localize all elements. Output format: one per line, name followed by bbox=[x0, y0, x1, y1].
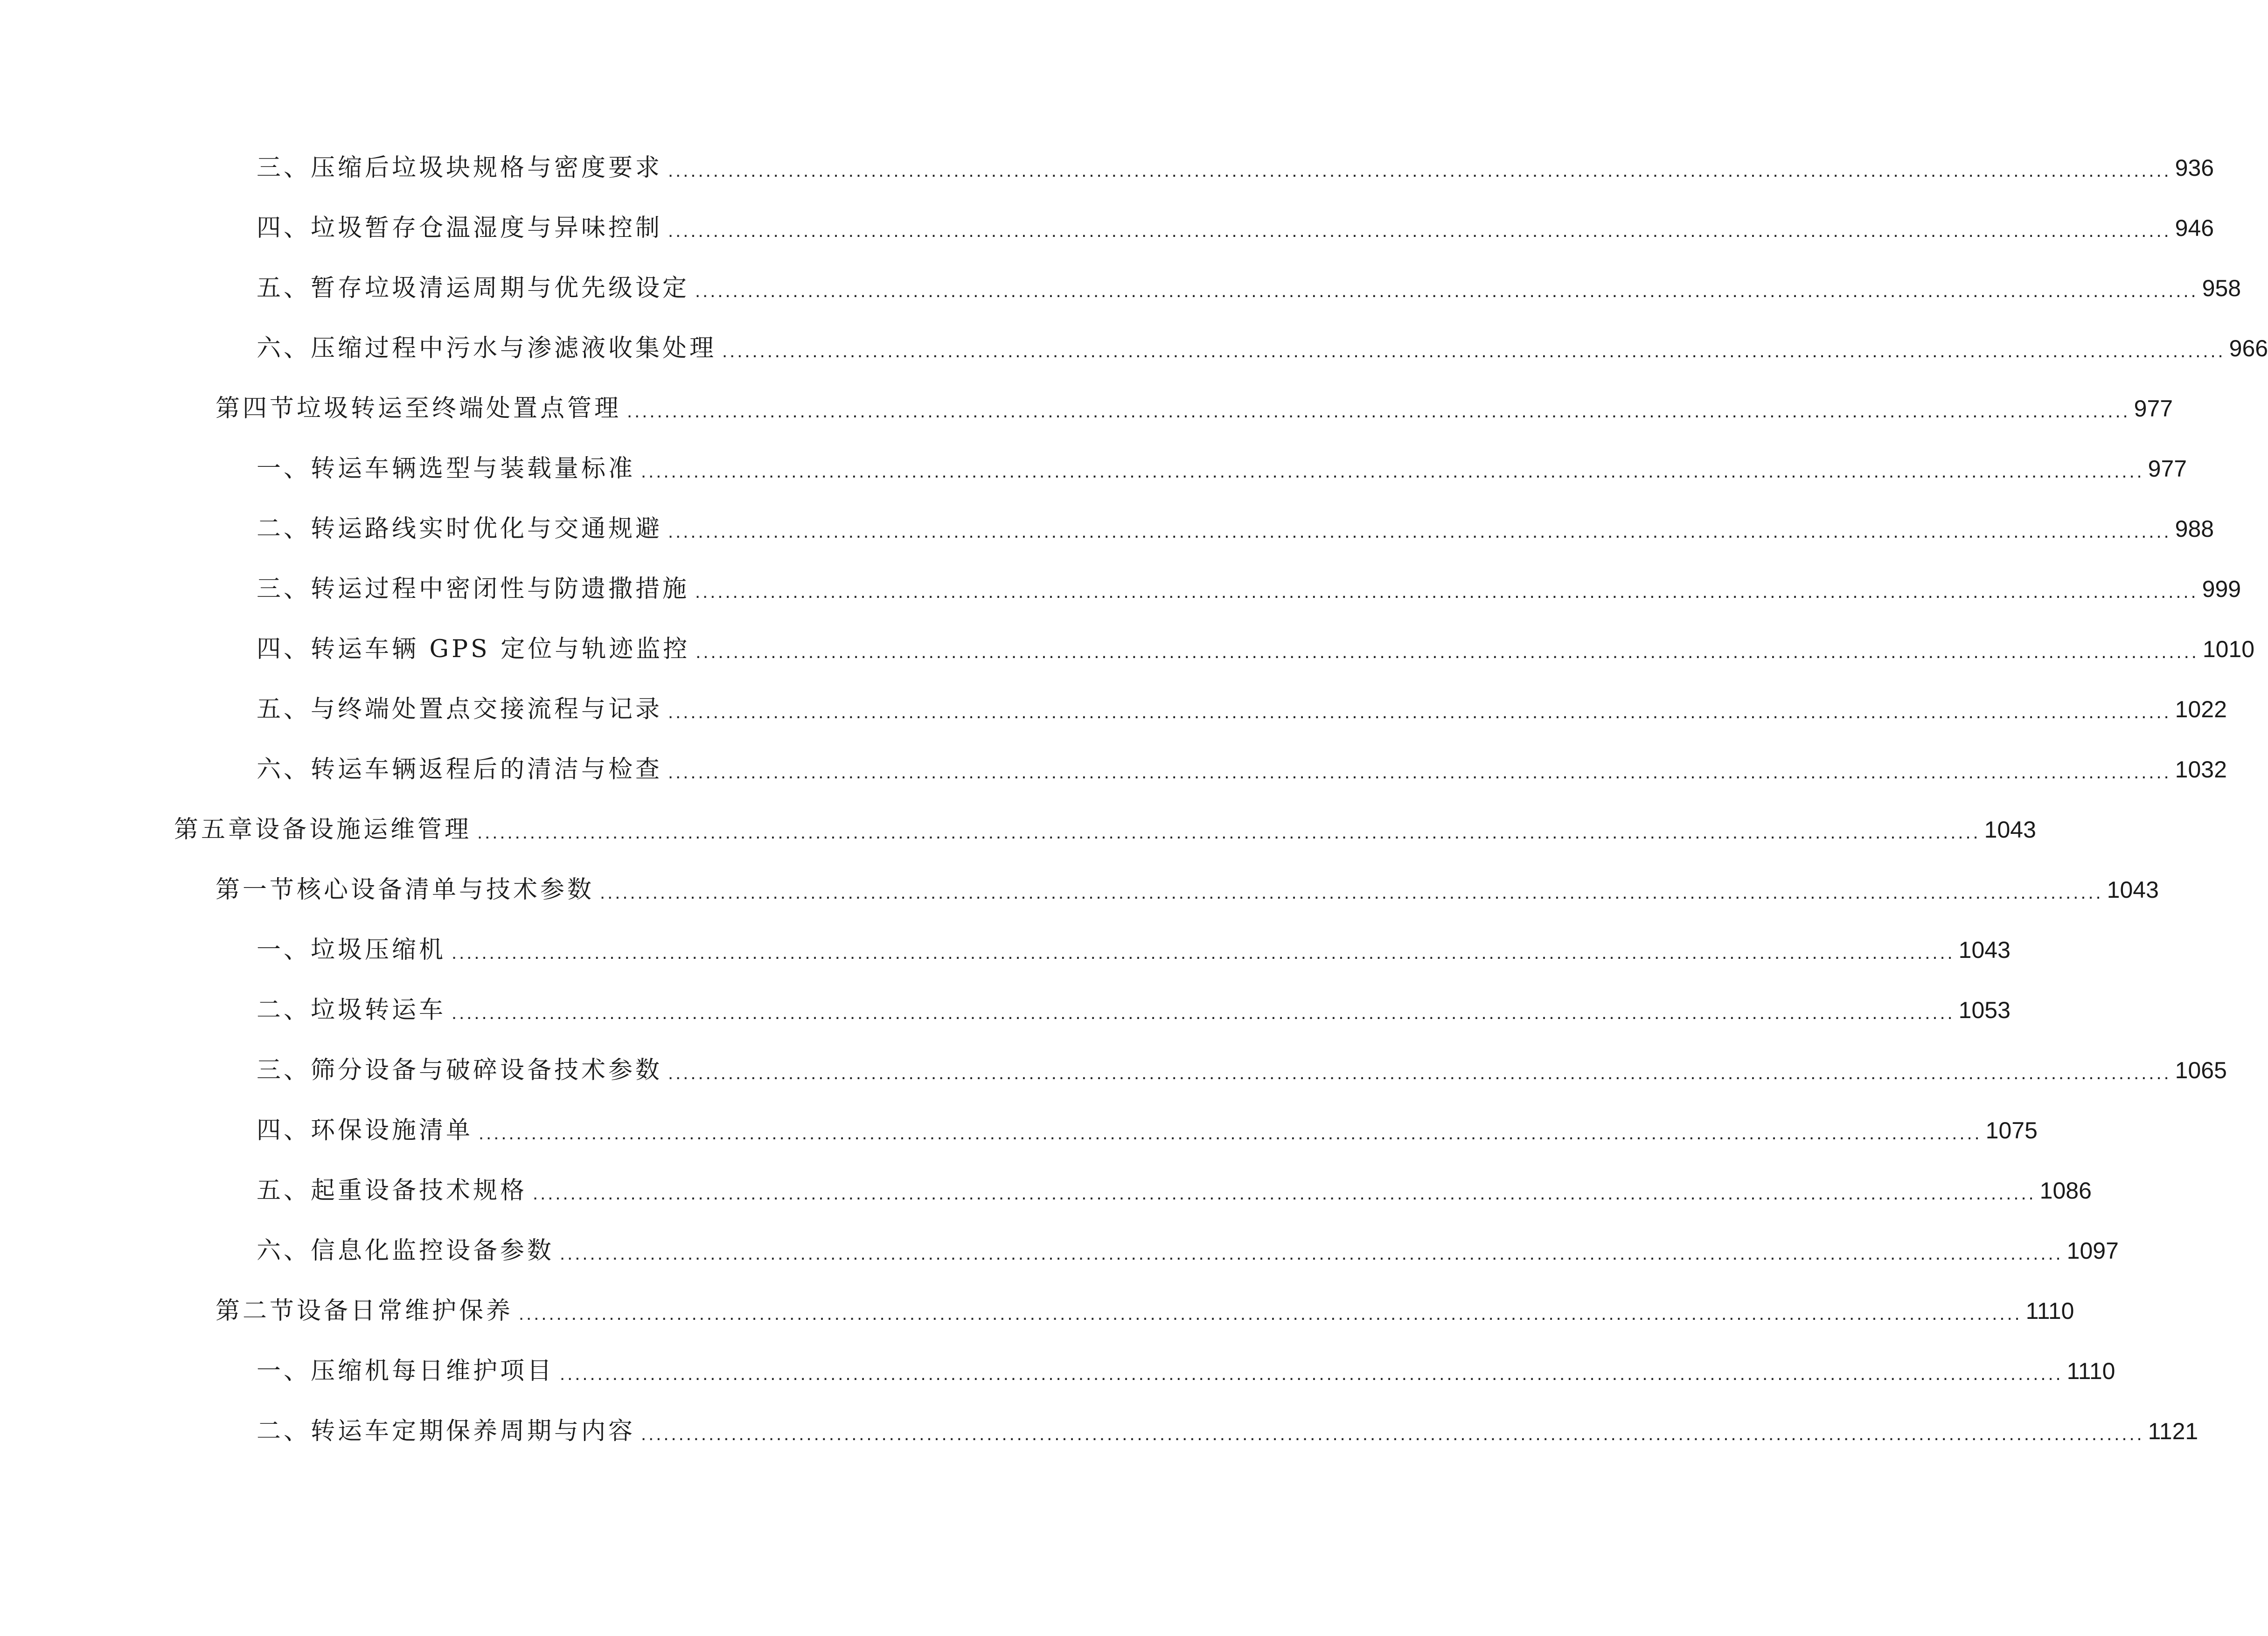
toc-entry-page: 1086 bbox=[2039, 1178, 2092, 1204]
toc-entry-page: 1065 bbox=[2175, 1057, 2227, 1083]
toc-entry[interactable] bbox=[257, 1232, 2119, 1269]
toc-entry[interactable] bbox=[216, 871, 2159, 908]
toc-entry[interactable] bbox=[257, 631, 2255, 668]
toc-entry[interactable] bbox=[257, 510, 2214, 548]
toc-entry[interactable] bbox=[257, 570, 2241, 608]
toc-entry-page: 1110 bbox=[2066, 1358, 2115, 1384]
toc-entry-title: 三、压缩后垃圾块规格与密度要求 bbox=[257, 154, 663, 182]
toc-entry-title: 二、垃圾转运车 bbox=[257, 996, 446, 1024]
toc-entry-page: 988 bbox=[2175, 516, 2214, 542]
toc-entry-page: 1043 bbox=[2107, 877, 2159, 903]
toc-entry[interactable] bbox=[257, 931, 2011, 969]
toc-entry-title: 四、环保设施清单 bbox=[257, 1116, 473, 1144]
toc-entry[interactable] bbox=[257, 209, 2214, 247]
toc-entry-title: 四、转运车辆 GPS 定位与轨迹监控 bbox=[257, 635, 690, 663]
toc-entry-page: 1022 bbox=[2175, 696, 2227, 722]
toc-leader-dots: ........................................................................................................................................................................................................ bbox=[668, 160, 2171, 181]
toc-entry-title: 五、起重设备技术规格 bbox=[257, 1177, 528, 1205]
toc-leader-dots: ........................................................................................................................................................................................................ bbox=[477, 822, 1981, 843]
toc-leader-dots: ........................................................................................................................................................................................................ bbox=[695, 582, 2198, 602]
toc-entry-title: 二、转运车定期保养周期与内容 bbox=[257, 1417, 636, 1445]
toc-entry-title: 六、压缩过程中污水与渗滤液收集处理 bbox=[257, 334, 717, 362]
toc-entry[interactable] bbox=[257, 270, 2241, 307]
toc-entry-title: 三、筛分设备与破碎设备技术参数 bbox=[257, 1056, 663, 1084]
toc-leader-dots: ........................................................................................................................................................................................................ bbox=[722, 341, 2226, 361]
toc-entry[interactable] bbox=[257, 1413, 2198, 1450]
toc-leader-dots: ........................................................................................................................................................................................................ bbox=[668, 762, 2171, 783]
toc-entry-title: 第二节设备日常维护保养 bbox=[216, 1297, 514, 1325]
toc-entry-title: 第五章设备设施运维管理 bbox=[174, 816, 472, 844]
toc-entry[interactable] bbox=[257, 691, 2227, 728]
toc-entry-title: 五、暂存垃圾清运周期与优先级设定 bbox=[257, 274, 690, 302]
toc-entry[interactable] bbox=[174, 811, 2036, 848]
toc-entry-page: 1043 bbox=[1958, 937, 2011, 963]
toc-leader-dots: ........................................................................................................................................................................................................ bbox=[696, 642, 2199, 662]
toc-leader-dots: ........................................................................................................................................................................................................ bbox=[533, 1183, 2036, 1204]
toc-leader-dots: ........................................................................................................................................................................................................ bbox=[668, 521, 2171, 542]
toc-entry-page: 977 bbox=[2148, 456, 2187, 482]
toc-entry[interactable] bbox=[257, 450, 2187, 487]
toc-entry-page: 958 bbox=[2202, 275, 2241, 301]
toc-leader-dots: ........................................................................................................................................................................................................ bbox=[695, 281, 2198, 301]
toc-entry-title: 一、垃圾压缩机 bbox=[257, 936, 446, 964]
toc-entry[interactable] bbox=[257, 149, 2214, 187]
toc-leader-dots: ........................................................................................................................................................................................................ bbox=[560, 1243, 2063, 1264]
toc-entry-page: 1110 bbox=[2025, 1298, 2074, 1324]
toc-entry-title: 一、转运车辆选型与装载量标准 bbox=[257, 455, 636, 483]
toc-leader-dots: ........................................................................................................................................................................................................ bbox=[641, 1424, 2144, 1444]
toc-entry[interactable] bbox=[257, 1052, 2227, 1089]
toc-entry-title: 六、信息化监控设备参数 bbox=[257, 1237, 555, 1265]
toc-entry-title: 第一节核心设备清单与技术参数 bbox=[216, 876, 595, 904]
toc-entry-page: 1097 bbox=[2066, 1238, 2119, 1264]
toc-leader-dots: ........................................................................................................................................................................................................ bbox=[560, 1364, 2063, 1384]
toc-entry-title: 五、与终端处置点交接流程与记录 bbox=[257, 695, 663, 723]
toc-entry-title: 六、转运车辆返程后的清洁与检查 bbox=[257, 756, 663, 783]
toc-entry[interactable] bbox=[257, 1352, 2115, 1390]
toc-leader-dots: ........................................................................................................................................................................................................ bbox=[627, 401, 2130, 422]
toc-leader-dots: ........................................................................................................................................................................................................ bbox=[668, 221, 2171, 241]
toc-leader-dots: ........................................................................................................................................................................................................ bbox=[668, 702, 2171, 722]
toc-entry[interactable] bbox=[257, 751, 2227, 788]
toc-entry[interactable] bbox=[216, 390, 2173, 427]
toc-entry[interactable] bbox=[216, 1292, 2074, 1330]
toc-leader-dots: ........................................................................................................................................................................................................ bbox=[479, 1123, 1982, 1144]
toc-entry[interactable] bbox=[257, 1172, 2092, 1209]
toc-leader-dots: ........................................................................................................................................................................................................ bbox=[452, 943, 1955, 963]
toc-entry-page: 946 bbox=[2175, 215, 2214, 241]
toc-entry-page: 1032 bbox=[2175, 756, 2227, 783]
toc-entry-page: 936 bbox=[2175, 155, 2214, 181]
toc-entry[interactable] bbox=[257, 991, 2011, 1029]
toc-leader-dots: ........................................................................................................................................................................................................ bbox=[600, 882, 2103, 903]
toc-entry[interactable] bbox=[257, 1112, 2038, 1149]
toc-entry-page: 999 bbox=[2202, 576, 2241, 602]
toc-leader-dots: ........................................................................................................................................................................................................ bbox=[519, 1303, 2022, 1324]
toc-entry-title: 第四节垃圾转运至终端处置点管理 bbox=[216, 395, 622, 423]
toc-leader-dots: ........................................................................................................................................................................................................ bbox=[668, 1063, 2171, 1083]
toc-entry-title: 四、垃圾暂存仓温湿度与异味控制 bbox=[257, 214, 663, 242]
toc-entry-page: 1075 bbox=[1985, 1117, 2038, 1144]
toc-entry-title: 二、转运路线实时优化与交通规避 bbox=[257, 515, 663, 543]
toc-entry-page: 1053 bbox=[1958, 997, 2011, 1023]
toc-entry-title: 一、压缩机每日维护项目 bbox=[257, 1357, 555, 1385]
toc-entry-page: 1010 bbox=[2202, 636, 2255, 662]
toc-entry-page: 966 bbox=[2229, 335, 2268, 361]
toc-leader-dots: ........................................................................................................................................................................................................ bbox=[641, 461, 2144, 482]
toc-entry-page: 977 bbox=[2134, 395, 2173, 422]
toc-entry[interactable] bbox=[257, 330, 2268, 367]
toc-leader-dots: ........................................................................................................................................................................................................ bbox=[452, 1003, 1955, 1023]
toc-entry-page: 1043 bbox=[1984, 817, 2036, 843]
toc-entry-title: 三、转运过程中密闭性与防遗撒措施 bbox=[257, 575, 690, 603]
toc-entry-page: 1121 bbox=[2148, 1418, 2198, 1444]
